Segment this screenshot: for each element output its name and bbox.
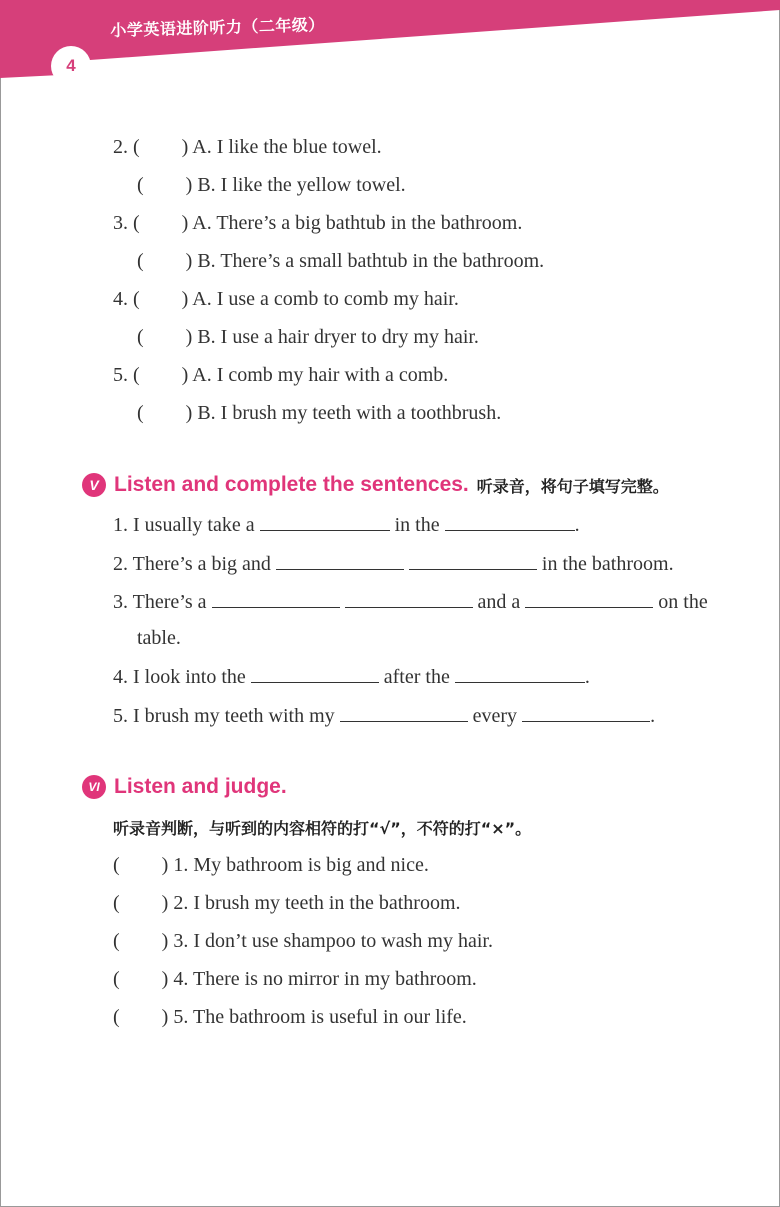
- section-five-title-cn: 听录音，将句子填写完整。: [476, 476, 669, 496]
- answer-blank[interactable]: [525, 589, 653, 608]
- answer-blank[interactable]: [260, 512, 390, 531]
- answer-blank[interactable]: [345, 589, 473, 608]
- list-item: ( ) B. I like the yellow towel.: [137, 174, 406, 196]
- sentence-2: 2. There’s a big and in the bathroom.: [113, 553, 674, 575]
- section-five-heading: [82, 473, 669, 497]
- judge-item: ( ) 3. I don’t use shampoo to wash my hair.: [113, 930, 493, 952]
- sentence-5: 5. I brush my teeth with my every .: [113, 705, 656, 727]
- judge-item: ( ) 2. I brush my teeth in the bathroom.: [113, 892, 461, 914]
- list-item: 5. ( ) A. I comb my hair with a comb.: [113, 364, 449, 386]
- list-item: 2. ( ) A. I like the blue towel.: [113, 136, 382, 158]
- sentence-3: 3. There’s a and a on the: [113, 591, 708, 613]
- section-five-title: Listen and complete the sentences.: [114, 473, 469, 496]
- section-six-instruction: 听录音判断，与听到的内容相符的打“√”，不符的打“×”。: [113, 819, 532, 838]
- judge-item: ( ) 5. The bathroom is useful in our life.: [113, 1006, 467, 1028]
- sentence-1: 1. I usually take a in the .: [113, 514, 580, 536]
- list-item: 3. ( ) A. There’s a big bathtub in the bathroom.: [113, 212, 523, 234]
- sentence-4: 4. I look into the after the .: [113, 666, 590, 688]
- sentence-3-continued: table.: [137, 627, 181, 649]
- answer-blank[interactable]: [445, 512, 575, 531]
- answer-blank[interactable]: [522, 703, 650, 722]
- answer-blank[interactable]: [455, 664, 585, 683]
- list-item: ( ) B. I brush my teeth with a toothbrush.: [137, 402, 502, 424]
- answer-blank[interactable]: [276, 551, 404, 570]
- section-six-title: Listen and judge.: [114, 775, 287, 798]
- answer-blank[interactable]: [340, 703, 468, 722]
- judge-item: ( ) 1. My bathroom is big and nice.: [113, 854, 429, 876]
- header-title: 小学英语进阶听力（二年级）: [110, 15, 326, 40]
- answer-blank[interactable]: [212, 589, 340, 608]
- list-item: ( ) B. I use a hair dryer to dry my hair.: [137, 326, 479, 348]
- judge-item: ( ) 4. There is no mirror in my bathroom.: [113, 968, 477, 990]
- section-six-heading: [82, 775, 287, 799]
- list-item: ( ) B. There’s a small bathtub in the bathroom.: [137, 250, 545, 272]
- section-five-badge: V: [82, 473, 106, 497]
- page-number: 4: [51, 46, 91, 86]
- section-six-badge: VI: [82, 775, 106, 799]
- list-item: 4. ( ) A. I use a comb to comb my hair.: [113, 288, 459, 310]
- answer-blank[interactable]: [251, 664, 379, 683]
- answer-blank[interactable]: [409, 551, 537, 570]
